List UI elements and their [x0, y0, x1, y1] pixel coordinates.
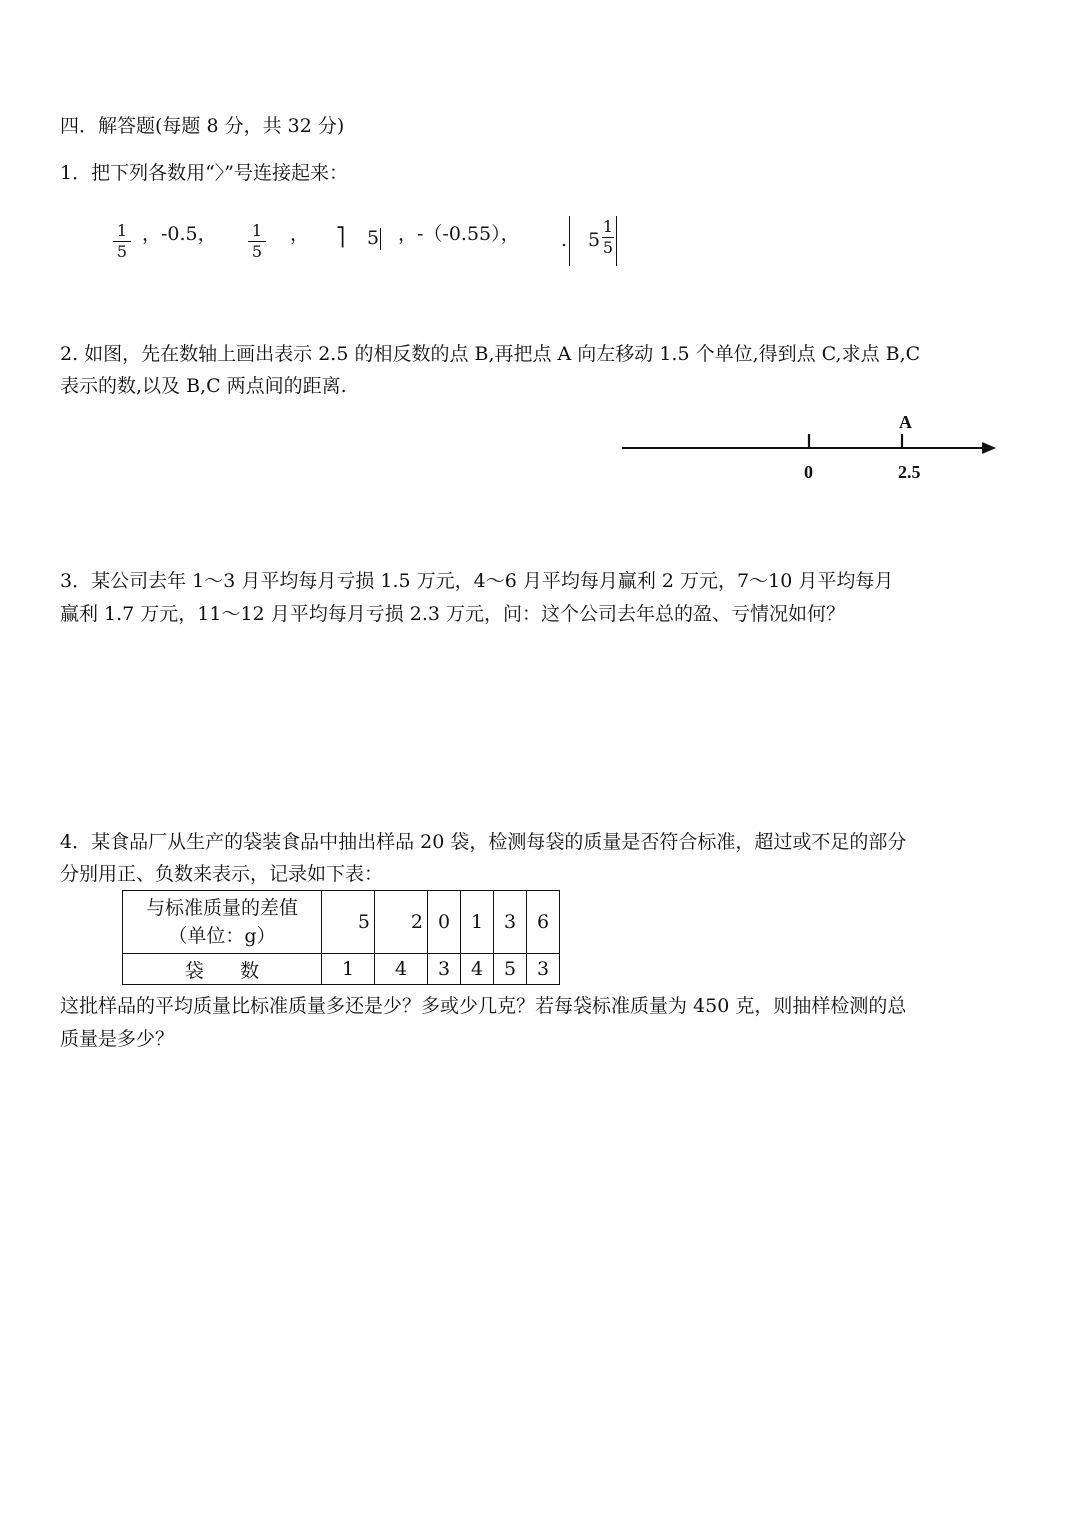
deviation-table [122, 890, 560, 985]
table-cell: 3 [494, 891, 527, 954]
table-cell: 3 [428, 954, 461, 985]
q2-line-2: 表示的数,以及 B,C 两点间的距离. [60, 375, 347, 397]
fraction-3 [602, 218, 614, 257]
q2-line-1: 2. 如图，先在数轴上画出表示 2.5 的相反数的点 B,再把点 A 向左移动 1.5 个单位,得到点 C,求点 B,C [60, 343, 921, 365]
q1-prompt: 1．把下列各数用“〉”号连接起来： [60, 162, 349, 184]
abs-bar-left [569, 216, 570, 266]
sep-1: ，-0.5， [142, 223, 217, 245]
table-header-line-2: （单位：g） [168, 925, 276, 947]
q4-line-1: 4．某食品厂从生产的袋装食品中抽出样品 20 袋，检测每袋的质量是否符合标准，超过或不足的部分 [60, 831, 907, 853]
table-cell: 1 [322, 954, 375, 985]
q4-after-line-2: 质量是多少？ [60, 1028, 175, 1050]
abs-bar [380, 228, 381, 250]
fraction-3-denominator: 5 [602, 238, 614, 257]
fraction-1-numerator: 1 [116, 221, 128, 240]
table-header-cell [123, 891, 322, 954]
table-cell: 4 [461, 954, 494, 985]
table-cell: 5 [322, 891, 375, 954]
section-heading: 四．解答题(每题 8 分，共 32 分) [60, 115, 345, 137]
abs-bar-right [616, 216, 617, 266]
axis-arrow-icon [982, 442, 996, 454]
table-row [123, 954, 560, 985]
table-cell: 0 [428, 891, 461, 954]
tick-value-label: 2.5 [898, 462, 921, 482]
table-cell: 1 [461, 891, 494, 954]
number-line-axis [618, 428, 1003, 464]
fraction-2-denominator: 5 [251, 242, 263, 261]
point-a-label: A [899, 412, 912, 432]
table-cell: 2 [375, 891, 428, 954]
table-row [123, 891, 560, 954]
bracket-symbol: ⎤ [336, 227, 345, 248]
fraction-1 [113, 222, 131, 261]
fraction-3-numerator: 1 [602, 217, 614, 236]
table-cell: 6 [527, 891, 560, 954]
fraction-2 [248, 222, 266, 261]
fraction-1-denominator: 5 [116, 242, 128, 261]
table-cell: 4 [375, 954, 428, 985]
sep-3: ，-（-0.55）， [398, 223, 520, 245]
table-header-cell: 袋 数 [123, 954, 322, 985]
table-cell: 5 [494, 954, 527, 985]
dot: . [561, 229, 568, 251]
q3-line-2: 赢利 1.7 万元，11～12 月平均每月亏损 2.3 万元，问：这个公司去年总的盈、亏情况如何？ [60, 603, 845, 625]
table-cell: 3 [527, 954, 560, 985]
fraction-2-numerator: 1 [251, 221, 263, 240]
sep-2: ， [290, 223, 310, 245]
q4-line-2: 分别用正、负数来表示，记录如下表： [60, 863, 384, 885]
table-header-line-1: 与标准质量的差值 [145, 897, 298, 919]
mixed-number-whole: 5 [588, 229, 601, 251]
q4-after-line-1: 这批样品的平均质量比标准质量多还是少？多或少几克？若每袋标准质量为 450 克，则抽样检测的总 [60, 995, 907, 1017]
tick-zero-label: 0 [804, 462, 813, 482]
q3-line-1: 3．某公司去年 1～3 月平均每月亏损 1.5 万元，4～6 月平均每月赢利 2 万元，7～10 月平均每月 [60, 570, 894, 592]
abs-five: 5 [367, 227, 380, 249]
